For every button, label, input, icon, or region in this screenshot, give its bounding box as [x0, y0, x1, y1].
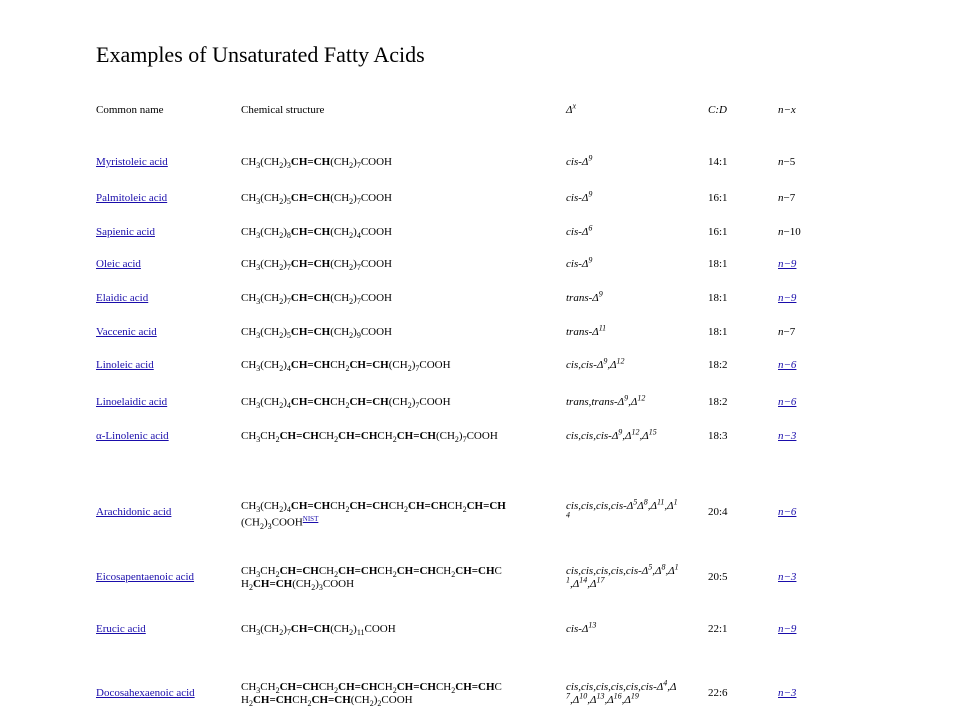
header-common-name: Common name	[96, 104, 164, 116]
delta-position: $cis,cis,cis,cis,cis,cis-\Delta^4,\Delta$ $^7,\Delta^{10},\Delta^{13},\Delta^{16},\Delta^{19}$	[566, 678, 677, 706]
chemical-structure: $CH_3(CH_2)_7CH=CH(CH_2)_7COOH$	[241, 258, 392, 273]
header-chemical-structure: Chemical structure	[241, 104, 325, 116]
delta-position: cis-$\Delta^{13}$	[566, 620, 597, 635]
delta-position: cis-$\Delta^9$	[566, 255, 593, 270]
omega-class-link[interactable]: n−3	[778, 571, 797, 583]
omega-class-link[interactable]: n−6	[778, 396, 797, 408]
fatty-acid-name-link[interactable]: α-Linolenic acid	[96, 430, 169, 442]
nist-link[interactable]: NIST	[302, 515, 319, 523]
table-row	[96, 289, 816, 320]
chemical-structure: $CH_3CH_2CH=CHCH_2CH=CHCH_2CH=CH(CH_2)_7COOH$	[241, 430, 498, 445]
omega-class-link[interactable]: n−9	[778, 292, 797, 304]
fatty-acid-name-link[interactable]: Arachidonic acid	[96, 506, 172, 518]
table-row	[96, 153, 816, 184]
table-row	[96, 620, 816, 651]
fatty-acid-name-link[interactable]: Myristoleic acid	[96, 156, 168, 168]
delta-position: cis-$\Delta^9$	[566, 153, 593, 168]
chemical-structure: $CH_3(CH_2)_5CH=CH(CH_2)_9COOH$	[241, 326, 392, 341]
carbon-double-bond-ratio: 22:1	[708, 623, 728, 635]
table-row	[96, 393, 816, 424]
table-row	[96, 562, 816, 593]
carbon-double-bond-ratio: 20:4	[708, 506, 728, 518]
chemical-structure: $CH_3CH_2CH=CHCH_2CH=CHCH_2CH=CHCH_2CH=CHC$ $H_2CH=CH(CH_2)_3COOH$	[241, 565, 502, 593]
omega-class: n−5	[778, 156, 796, 168]
table-row	[96, 255, 816, 286]
omega-class: n−10	[778, 226, 801, 238]
table-header-row	[96, 96, 816, 126]
table-row	[96, 189, 816, 220]
chemical-structure: $CH_3(CH_2)_3CH=CH(CH_2)_7COOH$	[241, 156, 392, 171]
fatty-acid-name-link[interactable]: Erucic acid	[96, 623, 146, 635]
fatty-acid-name-link[interactable]: Elaidic acid	[96, 292, 149, 304]
header-delta-x-text: $\Delta^x$	[566, 101, 577, 116]
chemical-structure: $CH_3(CH_2)_7CH=CH(CH_2)_{11}COOH$	[241, 623, 396, 638]
table-row	[96, 497, 816, 531]
omega-class: n−7	[778, 326, 796, 338]
fatty-acid-name-link[interactable]: Linoleic acid	[96, 359, 154, 371]
carbon-double-bond-ratio: 14:1	[708, 156, 728, 168]
fatty-acid-name-link[interactable]: Palmitoleic acid	[96, 192, 168, 204]
chemical-structure: $CH_3CH_2CH=CHCH_2CH=CHCH_2CH=CHCH_2CH=CHC$ $H_2CH=CHCH_2CH=CH(CH_2)_2COOH$	[241, 681, 502, 709]
header-n-x: n−x	[778, 104, 796, 116]
delta-position: $cis,cis,cis,cis,cis-\Delta^5,\Delta^8,\Delta^1$ $^1,\Delta^{14},\Delta^{17}$	[566, 562, 679, 590]
delta-position: cis-$\Delta^9$	[566, 189, 593, 204]
fatty-acid-name-link[interactable]: Eicosapentaenoic acid	[96, 571, 195, 583]
carbon-double-bond-ratio: 18:1	[708, 292, 728, 304]
delta-position: $cis,cis,cis,cis-\Delta^5\Delta^8,\Delta^{11},\Delta^1$ $^4$	[566, 497, 678, 520]
fatty-acid-name-link[interactable]: Oleic acid	[96, 258, 141, 270]
table-row	[96, 323, 816, 354]
chemical-structure: $CH_3(CH_2)_8CH=CH(CH_2)_4COOH$	[241, 226, 392, 241]
chemical-structure: $CH_3(CH_2)_4CH=CHCH_2CH=CH(CH_2)_7COOH$	[241, 396, 451, 411]
delta-position: $trans,trans-\Delta^9,\Delta^{12}$	[566, 393, 646, 408]
carbon-double-bond-ratio: 18:2	[708, 396, 728, 408]
delta-position: cis-$\Delta^6$	[566, 223, 593, 238]
omega-class: n−7	[778, 192, 796, 204]
table-row	[96, 678, 816, 709]
delta-position: $cis,cis,cis-\Delta^9,\Delta^{12},\Delta^{15}$	[566, 427, 657, 442]
omega-class-link[interactable]: n−3	[778, 430, 797, 442]
fatty-acid-name-link[interactable]: Docosahexaenoic acid	[96, 687, 195, 699]
header-delta-x	[566, 101, 708, 117]
page-title: Examples of Unsaturated Fatty Acids	[96, 42, 425, 67]
omega-class-link[interactable]: n−9	[778, 623, 797, 635]
header-cd: C:D	[708, 104, 727, 116]
delta-position: $cis,cis-\Delta^9,\Delta^{12}$	[566, 356, 625, 371]
omega-class-link[interactable]: n−6	[778, 506, 797, 518]
fatty-acid-name-link[interactable]: Sapienic acid	[96, 226, 155, 238]
chemical-structure: $CH_3(CH_2)_4CH=CHCH_2CH=CH(CH_2)_7COOH$	[241, 359, 451, 374]
delta-position: trans-$\Delta^{11}$	[566, 323, 607, 338]
carbon-double-bond-ratio: 18:1	[708, 326, 728, 338]
fatty-acids-table	[96, 96, 816, 709]
fatty-acid-name-link[interactable]: Vaccenic acid	[96, 326, 157, 338]
carbon-double-bond-ratio: 18:3	[708, 430, 728, 442]
omega-class-link[interactable]: n−6	[778, 359, 797, 371]
chemical-structure: $CH_3(CH_2)_7CH=CH(CH_2)_7COOH$	[241, 292, 392, 307]
fatty-acid-name-link[interactable]: Linoelaidic acid	[96, 396, 168, 408]
omega-class-link[interactable]: n−3	[778, 687, 797, 699]
omega-class-link[interactable]: n−9	[778, 258, 797, 270]
carbon-double-bond-ratio: 16:1	[708, 226, 728, 238]
carbon-double-bond-ratio: 16:1	[708, 192, 728, 204]
carbon-double-bond-ratio: 18:1	[708, 258, 728, 270]
delta-position: trans-$\Delta^9$	[566, 289, 603, 304]
carbon-double-bond-ratio: 18:2	[708, 359, 728, 371]
table-row	[96, 427, 816, 458]
carbon-double-bond-ratio: 20:5	[708, 571, 728, 583]
table-row	[96, 223, 816, 254]
chemical-structure: $CH_3(CH_2)_5CH=CH(CH_2)_7COOH$	[241, 192, 392, 207]
carbon-double-bond-ratio: 22:6	[708, 687, 728, 699]
chemical-structure: $CH_3(CH_2)_4CH=CHCH_2CH=CHCH_2CH=CHCH_2CH=CH$ $(CH_2)_3COOH^{NIST}$	[241, 500, 506, 531]
table-row	[96, 356, 816, 387]
